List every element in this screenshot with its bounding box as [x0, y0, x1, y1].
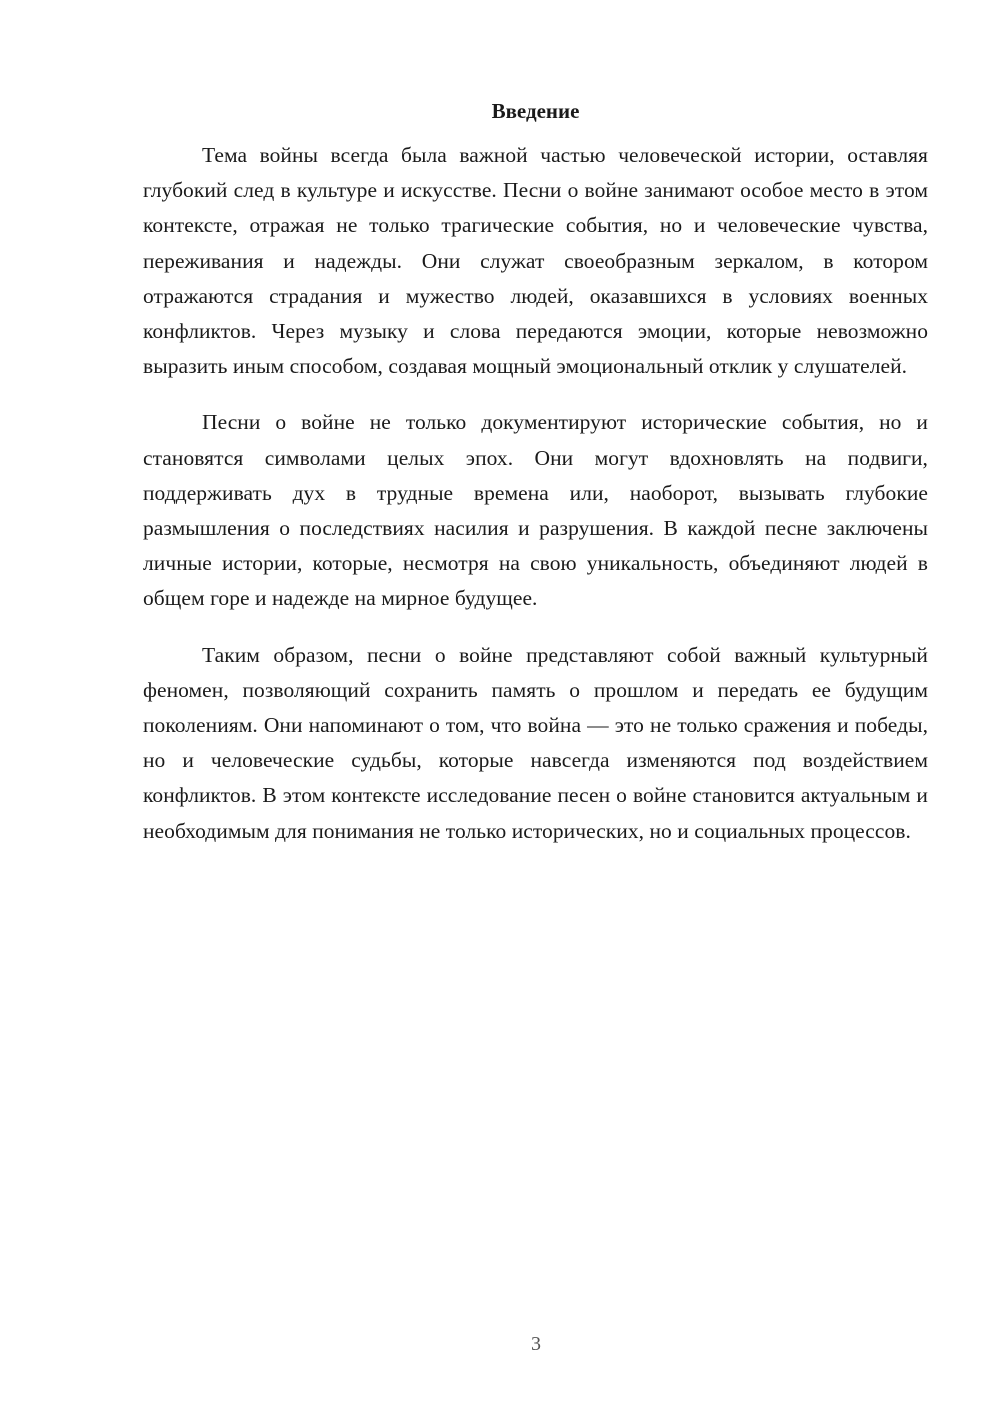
page-content [143, 94, 928, 870]
section-heading: Введение [491, 99, 580, 123]
paragraph-2: Песни о войне не только документируют исторические события, но и становятся символами целых эпох. Они могут вдохновлять на подвиги, поддерживать дух в трудные времена или, наоборот, вызывать глубокие размышления о последствиях насилия и разрушения. В каждой песне заключены личные истории, которые, несмотря на свою уникальность, объединяют людей в общем горе и надежде на мирное будущее. [143, 410, 928, 611]
paragraph-3: Таким образом, песни о войне представляют собой важный культурный феномен, позволяющий сохранить память о прошлом и передать ее будущим поколениям. Они напоминают о том, что война — это не только сражения и победы, но и человеческие судьбы, которые навсегда изменяются под воздействием конфликтов. В этом контексте исследование песен о войне становится актуальным и необходимым для понимания не только исторических, но и социальных процессов. [143, 642, 928, 843]
page-number: 3 [531, 1333, 541, 1355]
paragraph-1: Тема войны всегда была важной частью человеческой истории, оставляя глубокий след в культуре и искусстве. Песни о войне занимают особое место в этом контексте, отражая не только трагические события, но и человеческие чувства, переживания и надежды. Они служат своеобразным зеркалом, в котором отражаются страдания и мужество людей, оказавшихся в условиях военных конфликтов. Через музыку и слова передаются эмоции, которые невозможно выразить иным способом, создавая мощный эмоциональный отклик у слушателей. [143, 143, 928, 379]
